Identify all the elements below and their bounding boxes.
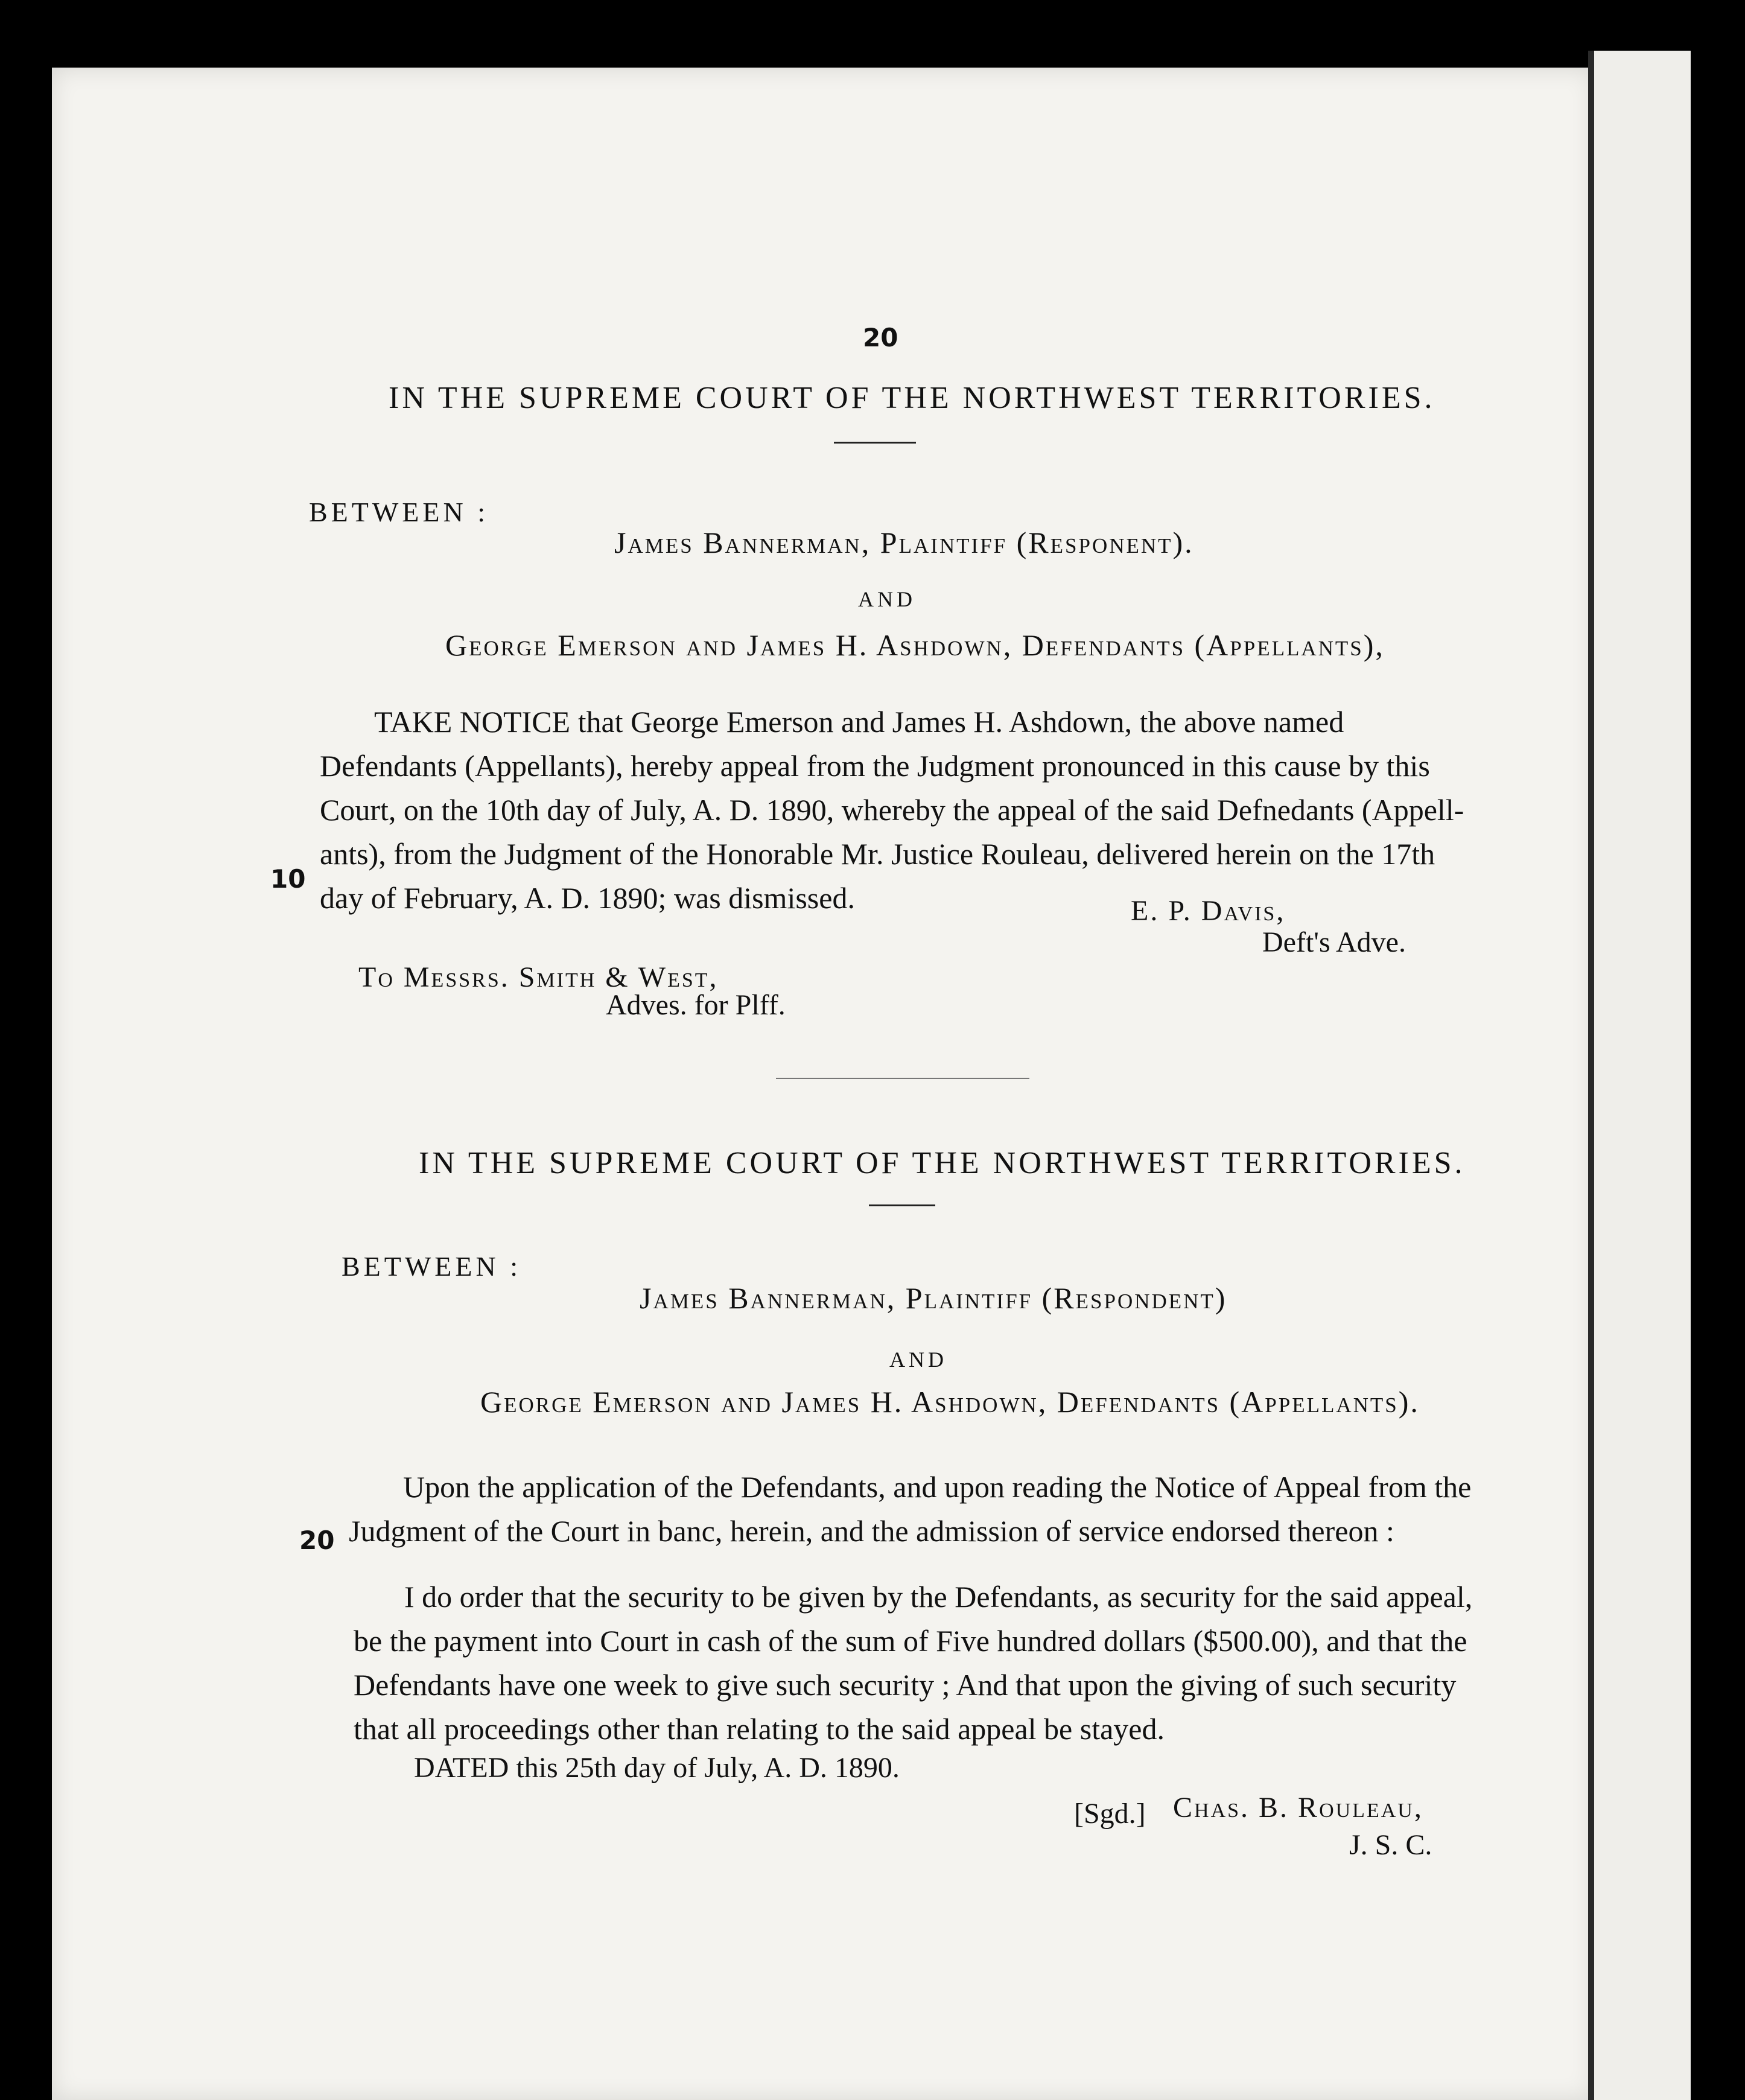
plaintiff-line-2: James Bannerman, Plaintiff (Respondent) [640,1281,1227,1315]
notice-line: day of February, A. D. 1890; was dismissed. [320,881,855,915]
defendants-line-2: George Emerson and James H. Ashdown, Defendants (Appellants). [480,1385,1420,1419]
signer-role-1: Deft's Adve. [1262,926,1406,958]
signer-name-2: Chas. B. Rouleau, [1173,1792,1423,1824]
heading-rule-1 [834,442,916,444]
section-divider [776,1078,1029,1079]
plaintiff-line-1: James Bannerman, Plaintiff (Responent). [614,526,1194,559]
between-label-1: BETWEEN : [309,497,489,527]
application-paragraph [349,1465,1483,1553]
order-paragraph [354,1575,1488,1751]
order-line: that all proceedings other than relating to the said appeal be stayed. [354,1712,1165,1746]
court-heading-1: IN THE SUPREME COURT OF THE NORTHWEST TERRITORIES. [389,381,1435,415]
application-line: Judgment of the Court in banc, herein, and the admission of service endorsed thereon : [349,1514,1394,1548]
notice-of-appeal-paragraph [320,700,1464,920]
margin-line-number-20: 20 [299,1526,335,1555]
signed-mark: [Sgd.] [1074,1798,1146,1830]
notice-line: Defendants (Appellants), hereby appeal from the Judgment pronounced in this cause by this [320,749,1430,783]
and-label-2: AND [889,1348,947,1372]
notice-line: Court, on the 10th day of July, A. D. 1890, whereby the appeal of the said Defnedants (Appell- [320,793,1464,827]
adjacent-page-edge [1588,51,1691,2100]
notice-line: ants), from the Judgment of the Honorable Mr. Justice Rouleau, delivered herein on the 17th [320,837,1435,871]
signer-name-1: E. P. Davis, [1131,895,1286,927]
between-label-2: BETWEEN : [342,1251,521,1282]
order-line: be the payment into Court in cash of the sum of Five hundred dollars ($500.00), and that the [354,1624,1467,1658]
addressee-line: To Messrs. Smith & West, [358,961,719,993]
margin-line-number-10: 10 [270,864,306,894]
notice-line: TAKE NOTICE that George Emerson and James H. Ashdown, the above named [374,705,1344,739]
page-number: 20 [863,323,898,352]
addressee-role: Adves. for Plff. [606,989,786,1021]
court-heading-2: IN THE SUPREME COURT OF THE NORTHWEST TERRITORIES. [419,1146,1466,1180]
defendants-line-1: George Emerson and James H. Ashdown, Defendants (Appellants), [445,628,1385,662]
application-line: Upon the application of the Defendants, and upon reading the Notice of Appeal from the [403,1470,1472,1504]
dated-line: DATED this 25th day of July, A. D. 1890. [414,1752,900,1784]
signer-role-2: J. S. C. [1349,1829,1432,1861]
heading-rule-2 [869,1204,935,1206]
and-label-1: AND [858,587,916,611]
order-line: I do order that the security to be given by the Defendants, as security for the said appeal, [404,1580,1473,1614]
order-line: Defendants have one week to give such security ; And that upon the giving of such security [354,1668,1457,1702]
